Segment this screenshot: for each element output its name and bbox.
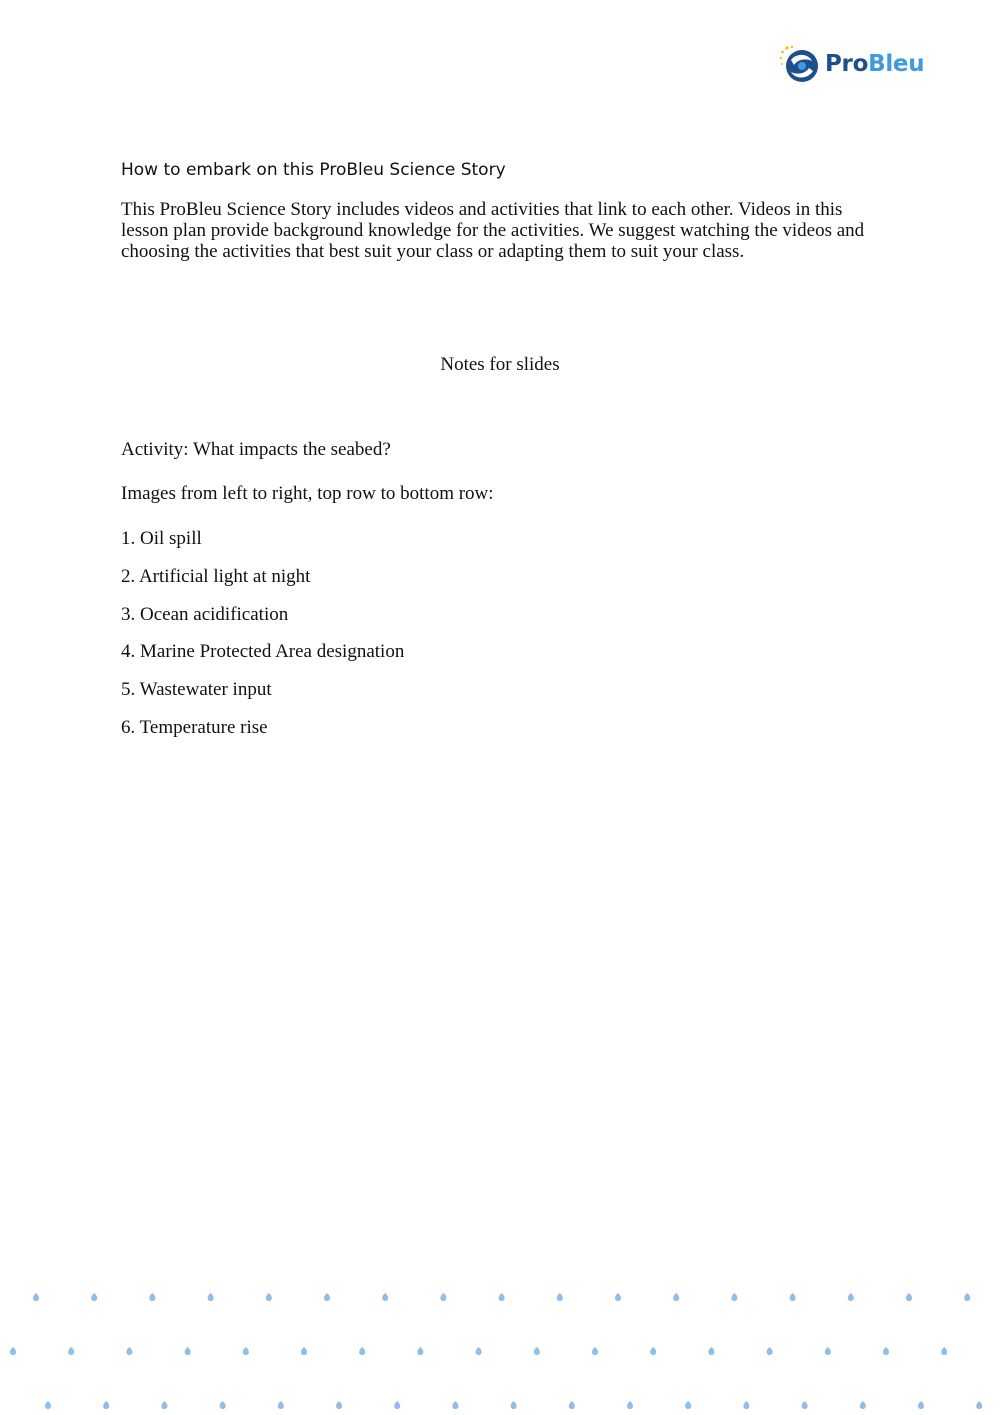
- droplet-pattern: [0, 1280, 1000, 1415]
- droplet-icon: [499, 1293, 505, 1301]
- droplet-icon: [685, 1401, 691, 1409]
- droplet-icon: [324, 1293, 330, 1301]
- droplet-icon: [511, 1401, 517, 1409]
- impact-list: [121, 527, 404, 754]
- list-item: 6. Temperature rise: [121, 716, 268, 738]
- droplet-icon: [557, 1293, 563, 1301]
- probleu-logo: [778, 44, 938, 84]
- droplet-icon: [825, 1347, 831, 1355]
- droplet-icon: [476, 1347, 482, 1355]
- logo-pro-text: Pro: [825, 50, 869, 77]
- droplet-icon: [149, 1293, 155, 1301]
- droplet-icon: [336, 1401, 342, 1409]
- droplet-icon: [185, 1347, 191, 1355]
- droplet-icon: [33, 1293, 39, 1301]
- list-item: 4. Marine Protected Area designation: [121, 641, 405, 663]
- droplet-icon: [103, 1401, 109, 1409]
- list-item: 1. Oil spill: [121, 528, 202, 549]
- droplet-icon: [534, 1347, 540, 1355]
- droplet-icon: [301, 1347, 307, 1355]
- droplet-icon: [161, 1401, 167, 1409]
- droplet-icon: [650, 1347, 656, 1355]
- droplet-icon: [417, 1347, 423, 1355]
- droplet-icon: [440, 1293, 446, 1301]
- droplet-icon: [708, 1347, 714, 1355]
- droplet-icon: [569, 1401, 575, 1409]
- droplet-icon: [767, 1347, 773, 1355]
- droplet-icon: [615, 1293, 621, 1301]
- droplet-icon: [10, 1347, 16, 1355]
- notes-title: Notes for slides: [440, 354, 560, 375]
- droplet-icon: [359, 1347, 365, 1355]
- droplet-icon: [883, 1347, 889, 1355]
- droplet-icon: [126, 1347, 132, 1355]
- droplet-icon: [592, 1347, 598, 1355]
- droplet-icon: [743, 1401, 749, 1409]
- droplet-icon: [790, 1293, 796, 1301]
- droplet-icon: [45, 1401, 51, 1409]
- droplet-icon: [673, 1293, 679, 1301]
- probleu-wordmark: [825, 50, 925, 77]
- droplet-icon: [964, 1293, 970, 1301]
- logo-bleu-text: Bleu: [868, 50, 925, 77]
- droplet-icon: [382, 1293, 388, 1301]
- activity-title: Activity: What impacts the seabed?: [121, 439, 391, 460]
- droplet-icon: [860, 1401, 866, 1409]
- droplet-icon: [394, 1401, 400, 1409]
- droplet-icon: [220, 1401, 226, 1409]
- droplet-icon: [802, 1401, 808, 1409]
- droplet-icon: [918, 1401, 924, 1409]
- droplet-icon: [278, 1401, 284, 1409]
- droplet-icon: [452, 1401, 458, 1409]
- probleu-swirl-icon: [778, 44, 820, 84]
- droplet-icon: [627, 1401, 633, 1409]
- droplet-icon: [243, 1347, 249, 1355]
- droplet-icon: [208, 1293, 214, 1301]
- list-item: 3. Ocean acidification: [121, 603, 289, 625]
- section-heading: How to embark on this ProBleu Science Story: [121, 160, 506, 180]
- droplet-icon: [941, 1347, 947, 1355]
- list-item: 5. Wastewater input: [121, 679, 272, 701]
- list-item: 2. Artificial light at night: [121, 565, 311, 587]
- droplet-icon: [91, 1293, 97, 1301]
- intro-paragraph: This ProBleu Science Story includes videos and activities that link to each other. Videos in this lesson plan provide background knowledge for the activities. We suggest watching the videos and choosing the activities that best suit your class or adapting them to suit your class.: [121, 199, 865, 262]
- droplet-icon: [68, 1347, 74, 1355]
- droplet-icon: [266, 1293, 272, 1301]
- droplet-icon: [848, 1293, 854, 1301]
- droplet-icon: [731, 1293, 737, 1301]
- images-intro-text: Images from left to right, top row to bottom row:: [121, 483, 494, 504]
- droplet-icon: [906, 1293, 912, 1301]
- droplet-icon: [976, 1401, 982, 1409]
